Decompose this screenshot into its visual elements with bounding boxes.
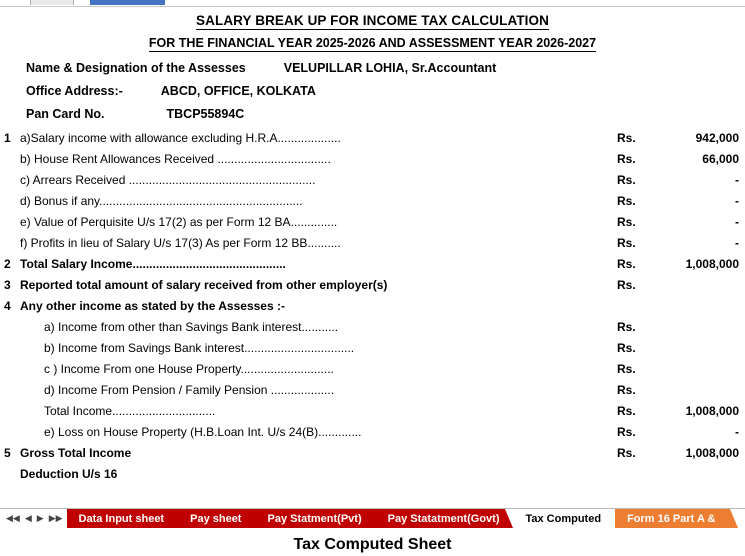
row-description-cell <box>20 152 617 166</box>
pan-card-label: Pan Card No. <box>26 107 105 121</box>
table-row[interactable] <box>0 341 745 362</box>
row-description-cell <box>20 446 617 460</box>
row-description: Deduction U/s 16 <box>20 467 118 481</box>
sheet-tab-label: Pay sheet <box>190 512 242 525</box>
amount-value[interactable]: 1,008,000 <box>685 404 739 418</box>
table-row[interactable] <box>0 362 745 383</box>
row-description-cell <box>20 278 617 292</box>
amount-value[interactable]: - <box>735 425 739 439</box>
office-address-label: Office Address:- <box>26 84 123 98</box>
row-number: 4 <box>4 299 11 313</box>
prev-sheet-icon[interactable]: ◀ <box>24 513 32 523</box>
row-description-cell <box>20 236 617 250</box>
table-row[interactable] <box>0 404 745 425</box>
table-row[interactable] <box>0 215 745 236</box>
currency-label: Rs. <box>617 257 636 271</box>
next-sheet-icon[interactable]: ▶ <box>36 513 44 523</box>
sheet-content <box>0 7 745 488</box>
amount-value[interactable]: 942,000 <box>695 131 739 145</box>
row-description-cell <box>20 215 617 229</box>
assessee-name-value[interactable]: VELUPILLAR LOHIA, Sr.Accountant <box>283 61 497 75</box>
pan-card-row <box>0 107 745 121</box>
sheet-tab-pay-statatment-govt[interactable] <box>376 509 514 528</box>
row-number: 1 <box>4 131 11 145</box>
sheet-tab-form-16-part-a[interactable] <box>615 509 729 528</box>
currency-label: Rs. <box>617 425 636 439</box>
table-row[interactable] <box>0 278 745 299</box>
row-description: b) Income from Savings Bank interest................................. <box>44 341 355 355</box>
currency-label: Rs. <box>617 341 636 355</box>
amount-value[interactable]: - <box>735 236 739 250</box>
sheet-tab-label: Form 16 Part A & <box>627 512 716 525</box>
currency-label: Rs. <box>617 404 636 418</box>
amount-value[interactable]: 1,008,000 <box>685 257 739 271</box>
currency-label: Rs. <box>617 383 636 397</box>
title-block <box>0 7 745 52</box>
table-row[interactable] <box>0 131 745 152</box>
amount-value[interactable]: - <box>735 194 739 208</box>
row-description-cell <box>20 194 617 208</box>
table-row[interactable] <box>0 425 745 446</box>
row-description-cell <box>20 425 617 439</box>
assessee-name-row <box>0 61 745 75</box>
sheet-tab-bar[interactable] <box>0 508 745 528</box>
row-number: 5 <box>4 446 11 460</box>
currency-label: Rs. <box>617 278 636 292</box>
amount-value[interactable]: 66,000 <box>702 152 739 166</box>
office-address-row <box>0 84 745 98</box>
row-description: Any other income as stated by the Assesses :- <box>20 299 285 313</box>
currency-label: Rs. <box>617 194 636 208</box>
row-description: Total Income............................... <box>44 404 216 418</box>
row-description: c ) Income From one House Property............................ <box>44 362 334 376</box>
currency-label: Rs. <box>617 215 636 229</box>
row-description-cell <box>20 257 617 271</box>
row-description-cell <box>20 341 617 355</box>
currency-label: Rs. <box>617 236 636 250</box>
sheet-tab-label: Pay Statatment(Govt) <box>387 512 500 525</box>
row-description-cell <box>20 404 617 418</box>
first-sheet-icon[interactable]: ◀◀ <box>6 513 20 523</box>
sheet-tab-label: Tax Computed <box>525 512 602 525</box>
amount-value[interactable]: 1,008,000 <box>685 446 739 460</box>
row-description: f) Profits in lieu of Salary U/s 17(3) As per Form 12 BB.......... <box>20 236 341 250</box>
row-description: Reported total amount of salary received from other employer(s) <box>20 278 388 292</box>
table-row[interactable] <box>0 236 745 257</box>
amount-value[interactable]: - <box>735 215 739 229</box>
table-row[interactable] <box>0 446 745 467</box>
footer-title: Tax Computed Sheet <box>293 536 452 553</box>
row-description-cell <box>20 173 617 187</box>
row-description: e) Loss on House Property (H.B.Loan Int. U/s 24(B)............. <box>44 425 362 439</box>
top-tab-partial-2[interactable] <box>90 0 165 5</box>
row-number: 2 <box>4 257 11 271</box>
row-description-cell <box>20 131 617 145</box>
row-description: d) Bonus if any............................................................. <box>20 194 303 208</box>
row-description: Gross Total Income <box>20 446 132 460</box>
sheet-tab-label: Data Input sheet <box>78 512 165 525</box>
table-row[interactable] <box>0 194 745 215</box>
row-description-cell <box>20 383 617 397</box>
row-description: Total Salary Income.............................................. <box>20 257 286 271</box>
tab-slant-right <box>730 509 738 528</box>
table-row[interactable] <box>0 320 745 341</box>
office-address-value[interactable]: ABCD, OFFICE, KOLKATA <box>160 84 316 98</box>
sheet-tab-pay-statment-pvt[interactable] <box>255 509 375 528</box>
row-description: a) Income from other than Savings Bank interest........... <box>44 320 339 334</box>
document-title-line1: SALARY BREAK UP FOR INCOME TAX CALCULATION <box>196 13 549 28</box>
sheet-tab-label: Pay Statment(Pvt) <box>267 512 362 525</box>
tab-slant-left <box>505 509 513 528</box>
currency-label: Rs. <box>617 173 636 187</box>
sheet-tab-tax-computed[interactable] <box>513 509 615 528</box>
currency-label: Rs. <box>617 446 636 460</box>
amount-value[interactable]: - <box>735 173 739 187</box>
last-sheet-icon[interactable]: ▶▶ <box>48 513 63 523</box>
document-title-line2: FOR THE FINANCIAL YEAR 2025-2026 AND ASSESSMENT YEAR 2026-2027 <box>148 36 597 50</box>
row-description: e) Value of Perquisite U/s 17(2) as per Form 12 BA.............. <box>20 215 338 229</box>
row-description: c) Arrears Received ........................................................ <box>20 173 316 187</box>
currency-label: Rs. <box>617 131 636 145</box>
top-tab-partial-1[interactable] <box>30 0 74 5</box>
row-description: b) House Rent Allowances Received .................................. <box>20 152 331 166</box>
sheet-nav-arrows[interactable] <box>0 509 67 528</box>
row-description: a)Salary income with allowance excluding H.R.A................... <box>20 131 341 145</box>
sheet-tab-data-input-sheet[interactable] <box>67 509 179 528</box>
salary-breakup-rows <box>0 131 745 488</box>
row-description-cell <box>20 320 617 334</box>
table-row[interactable] <box>0 467 745 488</box>
row-number: 3 <box>4 278 11 292</box>
top-tab-strip-remnant <box>0 0 745 7</box>
row-description-cell <box>20 299 617 313</box>
table-row[interactable] <box>0 383 745 404</box>
table-row[interactable] <box>0 299 745 320</box>
currency-label: Rs. <box>617 362 636 376</box>
table-row[interactable] <box>0 257 745 278</box>
currency-label: Rs. <box>617 320 636 334</box>
pan-card-value[interactable]: TBCP55894C <box>166 107 245 121</box>
table-row[interactable] <box>0 152 745 173</box>
assessee-name-label: Name & Designation of the Assesses <box>26 61 246 75</box>
row-description: d) Income From Pension / Family Pension ................... <box>44 383 335 397</box>
row-description-cell <box>20 467 617 481</box>
currency-label: Rs. <box>617 152 636 166</box>
row-description-cell <box>20 362 617 376</box>
table-row[interactable] <box>0 173 745 194</box>
sheet-tab-pay-sheet[interactable] <box>178 509 255 528</box>
